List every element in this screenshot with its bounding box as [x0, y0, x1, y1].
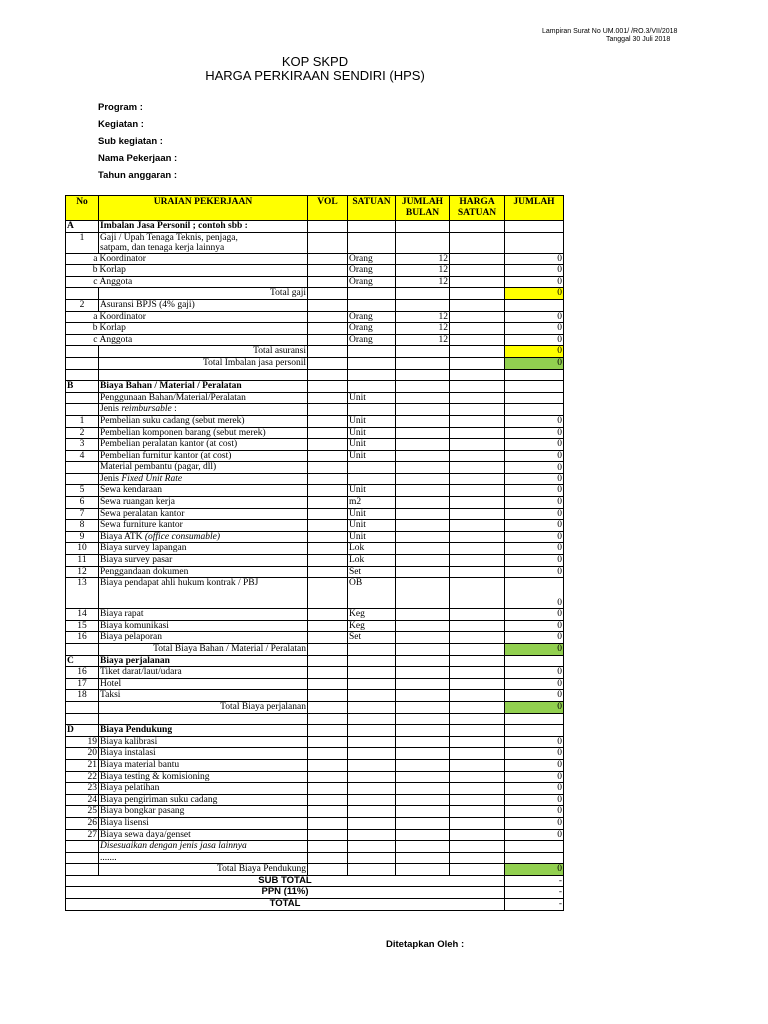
table-row	[66, 311, 564, 323]
row-no: 23	[66, 783, 99, 795]
row-jumlah: 0	[505, 736, 564, 748]
table-row	[66, 439, 564, 451]
row-jumlah: 0	[505, 578, 564, 609]
table-row	[66, 759, 564, 771]
program-label: Program :	[98, 102, 143, 113]
row-no: A	[66, 221, 99, 233]
row-satuan: Unit	[348, 427, 396, 439]
total-value: -	[505, 899, 564, 911]
row-no: D	[66, 725, 99, 737]
row-label: Koordinator	[99, 253, 308, 265]
row-jumlah: 0	[505, 415, 564, 427]
row-bulan: 12	[396, 253, 450, 265]
row-satuan: Unit	[348, 508, 396, 520]
row-label-line: Gaji / Upah Tenaga Teknis, penjaga,	[100, 232, 238, 243]
row-jumlah: 0	[505, 864, 564, 876]
table-row	[66, 690, 564, 702]
row-jumlah: 0	[505, 543, 564, 555]
total-c-row	[66, 701, 564, 713]
row-bulan: 12	[396, 265, 450, 277]
row-satuan: Set	[348, 632, 396, 644]
row-jumlah: 0	[505, 678, 564, 690]
row-jumlah: 0	[505, 644, 564, 656]
row-jumlah: 0	[505, 439, 564, 451]
table-row	[66, 555, 564, 567]
row-jumlah: 0	[505, 555, 564, 567]
row-bulan: 12	[396, 334, 450, 346]
row-jumlah: 0	[505, 508, 564, 520]
row-no: 5	[66, 485, 99, 497]
row-jumlah: 0	[505, 311, 564, 323]
table-row	[66, 232, 564, 253]
row-no: 1	[66, 415, 99, 427]
row-no: C	[66, 655, 99, 667]
row-jumlah: 0	[505, 620, 564, 632]
table-row	[66, 508, 564, 520]
row-label: Penggunaan Bahan/Material/Peralatan	[99, 392, 308, 404]
table-row	[66, 852, 564, 864]
table-row	[66, 748, 564, 760]
row-jumlah: 0	[505, 473, 564, 485]
row-label: Anggota	[99, 276, 308, 288]
kegiatan-label: Kegiatan :	[98, 119, 144, 130]
tahun-anggaran-label: Tahun anggaran :	[98, 170, 177, 181]
row-label: Biaya material bantu	[99, 759, 308, 771]
subtotal-row	[66, 875, 564, 887]
row-jumlah: 0	[505, 497, 564, 509]
row-jumlah: 0	[505, 288, 564, 300]
spacer-row	[66, 369, 564, 381]
row-label: Biaya lisensi	[99, 817, 308, 829]
row-satuan: Unit	[348, 531, 396, 543]
row-label: Biaya instalasi	[99, 748, 308, 760]
row-satuan: Orang	[348, 265, 396, 277]
col-vol: VOL	[308, 196, 348, 221]
row-satuan: Lok	[348, 543, 396, 555]
row-label: Asuransi BPJS (4% gaji)	[99, 299, 308, 311]
row-no: 9	[66, 531, 99, 543]
row-label: Sewa furniture kantor	[99, 520, 308, 532]
table-row	[66, 334, 564, 346]
section-b-row	[66, 381, 564, 393]
table-row	[66, 404, 564, 416]
row-jumlah: 0	[505, 783, 564, 795]
row-label: Material pembantu (pagar, dll)	[99, 462, 308, 474]
row-label: Taksi	[99, 690, 308, 702]
table-row	[66, 485, 564, 497]
row-label: Tiket darat/laut/udara	[99, 667, 308, 679]
col-harga-satuan: HARGA SATUAN	[450, 196, 505, 221]
row-label: .......	[99, 852, 308, 864]
row-label-prefix: Jenis	[100, 473, 122, 484]
row-label: Biaya Pendukung	[99, 725, 308, 737]
table-row	[66, 667, 564, 679]
row-label-italic: reimbursable	[121, 404, 172, 415]
row-label: Biaya perjalanan	[99, 655, 308, 667]
row-label: Pembelian peralatan kantor (at cost)	[99, 439, 308, 451]
table-row	[66, 531, 564, 543]
row-label: Biaya pendapat ahli hukum kontrak / PBJ	[99, 578, 308, 609]
table-row	[66, 253, 564, 265]
row-no: 16	[66, 632, 99, 644]
row-jumlah: 0	[505, 794, 564, 806]
row-label: Sewa ruangan kerja	[99, 497, 308, 509]
row-no: 11	[66, 555, 99, 567]
row-jumlah: 0	[505, 632, 564, 644]
subtotal-value: -	[505, 875, 564, 887]
section-c-row	[66, 655, 564, 667]
row-satuan: Unit	[348, 485, 396, 497]
row-jumlah: 0	[505, 806, 564, 818]
col-satuan: SATUAN	[348, 196, 396, 221]
row-label: Pembelian furnitur kantor (at cost)	[99, 450, 308, 462]
total-label: TOTAL	[66, 899, 505, 911]
row-label: Imbalan Jasa Personil ; contoh sbb :	[99, 221, 308, 233]
row-no: a	[66, 311, 99, 323]
row-no: 13	[66, 578, 99, 609]
row-no: 4	[66, 450, 99, 462]
section-a-row	[66, 221, 564, 233]
row-label: Sewa kendaraan	[99, 485, 308, 497]
row-label	[99, 232, 308, 253]
row-label: Biaya komunikasi	[99, 620, 308, 632]
table-row	[66, 427, 564, 439]
ppn-value: -	[505, 887, 564, 899]
row-satuan: Unit	[348, 439, 396, 451]
col-jumlah-bulan: JUMLAH BULAN	[396, 196, 450, 221]
table-row	[66, 806, 564, 818]
table-row	[66, 841, 564, 853]
row-label: Penggandaan dokumen	[99, 566, 308, 578]
row-label: Disesuaikan dengan jenis jasa lainnya	[99, 841, 308, 853]
col-jumlah: JUMLAH	[505, 196, 564, 221]
table-row	[66, 497, 564, 509]
row-no: 3	[66, 439, 99, 451]
row-no: b	[66, 265, 99, 277]
lampiran-ref: Lampiran Surat No UM.001/ /RO.3/VII/2018	[542, 28, 678, 35]
ppn-row	[66, 887, 564, 899]
row-no: 27	[66, 829, 99, 841]
row-label	[99, 473, 308, 485]
table-row	[66, 392, 564, 404]
row-label: Biaya kalibrasi	[99, 736, 308, 748]
row-satuan: Keg	[348, 620, 396, 632]
table-row	[66, 829, 564, 841]
col-uraian: URAIAN PEKERJAAN	[99, 196, 308, 221]
row-jumlah: 0	[505, 462, 564, 474]
row-label: Korlap	[99, 265, 308, 277]
row-jumlah: 0	[505, 265, 564, 277]
row-label: Total gaji	[99, 288, 308, 300]
row-satuan: Orang	[348, 276, 396, 288]
table-row	[66, 543, 564, 555]
row-no: b	[66, 323, 99, 335]
table-row	[66, 415, 564, 427]
row-no: 8	[66, 520, 99, 532]
table-row	[66, 462, 564, 474]
row-satuan: m2	[348, 497, 396, 509]
table-row	[66, 566, 564, 578]
row-jumlah: 0	[505, 829, 564, 841]
row-no: c	[66, 334, 99, 346]
row-label: Sewa peralatan kantor	[99, 508, 308, 520]
row-label: Pembelian suku cadang (sebut merek)	[99, 415, 308, 427]
row-label-italic: (office consumable)	[144, 531, 221, 542]
row-satuan: Orang	[348, 334, 396, 346]
row-no: 20	[66, 748, 99, 760]
sub-kegiatan-label: Sub kegiatan :	[98, 136, 163, 147]
row-satuan: OB	[348, 578, 396, 609]
table-header-row	[66, 196, 564, 221]
col-no: No	[66, 196, 99, 221]
total-row	[66, 899, 564, 911]
row-label: Korlap	[99, 323, 308, 335]
row-bulan: 12	[396, 323, 450, 335]
row-no: 1	[66, 232, 99, 253]
row-label: Biaya survey pasar	[99, 555, 308, 567]
row-label: Biaya bongkar pasang	[99, 806, 308, 818]
row-jumlah: 0	[505, 357, 564, 369]
table-row	[66, 783, 564, 795]
row-jumlah: 0	[505, 609, 564, 621]
subtotal-label: SUB TOTAL	[66, 875, 505, 887]
row-label: Biaya Bahan / Material / Peralatan	[99, 381, 308, 393]
table-row	[66, 265, 564, 277]
row-no: 14	[66, 609, 99, 621]
row-label-line: satpam, dan tenaga kerja lainnya	[100, 242, 225, 253]
row-label: Biaya sewa daya/genset	[99, 829, 308, 841]
table-row	[66, 520, 564, 532]
row-no: a	[66, 253, 99, 265]
row-satuan: Orang	[348, 311, 396, 323]
row-satuan: Unit	[348, 392, 396, 404]
table-row	[66, 323, 564, 335]
row-label-text: Biaya ATK	[100, 531, 145, 542]
table-row	[66, 771, 564, 783]
row-no: 15	[66, 620, 99, 632]
row-no: 2	[66, 427, 99, 439]
row-label-italic: Fixed Unit Rate	[121, 473, 183, 484]
table-row	[66, 299, 564, 311]
hps-table	[65, 195, 564, 911]
row-label: Koordinator	[99, 311, 308, 323]
row-no: 10	[66, 543, 99, 555]
row-label: Biaya testing & komisioning	[99, 771, 308, 783]
row-no: 6	[66, 497, 99, 509]
kop-title: KOP SKPD	[281, 54, 349, 69]
row-label: Total Biaya Pendukung	[99, 864, 308, 876]
row-jumlah: 0	[505, 701, 564, 713]
total-imbalan-row	[66, 357, 564, 369]
row-label: Total asuransi	[99, 346, 308, 358]
row-jumlah: 0	[505, 690, 564, 702]
spacer-row	[66, 713, 564, 725]
row-satuan: Keg	[348, 609, 396, 621]
row-no: 25	[66, 806, 99, 818]
row-label-prefix: Jenis	[100, 404, 122, 415]
total-d-row	[66, 864, 564, 876]
row-label-suffix: :	[171, 404, 177, 415]
row-label	[99, 404, 308, 416]
row-jumlah: 0	[505, 566, 564, 578]
page-title: HARGA PERKIRAAN SENDIRI (HPS)	[205, 68, 425, 83]
row-jumlah: 0	[505, 771, 564, 783]
row-no: 2	[66, 299, 99, 311]
total-asuransi-row	[66, 346, 564, 358]
table-row	[66, 450, 564, 462]
row-jumlah: 0	[505, 817, 564, 829]
row-jumlah: 0	[505, 427, 564, 439]
row-no: c	[66, 276, 99, 288]
row-no: 17	[66, 678, 99, 690]
table-row	[66, 473, 564, 485]
table-row	[66, 794, 564, 806]
row-jumlah: 0	[505, 334, 564, 346]
row-satuan: Orang	[348, 253, 396, 265]
table-row	[66, 817, 564, 829]
row-no: B	[66, 381, 99, 393]
row-label: Total Biaya Bahan / Material / Peralatan	[99, 644, 308, 656]
table-row	[66, 578, 564, 609]
row-label	[99, 531, 308, 543]
table-row	[66, 276, 564, 288]
section-d-row	[66, 725, 564, 737]
row-label: Anggota	[99, 334, 308, 346]
row-satuan: Unit	[348, 450, 396, 462]
row-jumlah: 0	[505, 485, 564, 497]
ppn-label: PPN (11%)	[66, 887, 505, 899]
ditetapkan-label: Ditetapkan Oleh :	[386, 939, 465, 950]
table-row	[66, 609, 564, 621]
row-jumlah: 0	[505, 323, 564, 335]
row-no: 7	[66, 508, 99, 520]
row-label: Biaya pelatihan	[99, 783, 308, 795]
row-label: Biaya pengiriman suku cadang	[99, 794, 308, 806]
row-jumlah: 0	[505, 346, 564, 358]
row-label: Pembelian komponen barang (sebut merek)	[99, 427, 308, 439]
table-row	[66, 632, 564, 644]
row-jumlah: 0	[505, 748, 564, 760]
row-jumlah: 0	[505, 759, 564, 771]
row-no: 12	[66, 566, 99, 578]
table-row	[66, 736, 564, 748]
row-satuan: Orang	[348, 323, 396, 335]
row-satuan: Unit	[348, 415, 396, 427]
table-row	[66, 620, 564, 632]
row-label: Biaya survey lapangan	[99, 543, 308, 555]
total-gaji-row	[66, 288, 564, 300]
row-label: Total Biaya perjalanan	[99, 701, 308, 713]
tanggal-ref: Tanggal 30 Juli 2018	[606, 36, 671, 43]
row-bulan: 12	[396, 276, 450, 288]
row-label: Biaya rapat	[99, 609, 308, 621]
row-no: 22	[66, 771, 99, 783]
row-no: 19	[66, 736, 99, 748]
row-label: Total Imbalan jasa personil	[99, 357, 308, 369]
row-no: 21	[66, 759, 99, 771]
nama-pekerjaan-label: Nama Pekerjaan :	[98, 153, 178, 164]
table-row	[66, 678, 564, 690]
row-satuan: Lok	[348, 555, 396, 567]
row-no: 18	[66, 690, 99, 702]
row-satuan: Unit	[348, 520, 396, 532]
total-b-row	[66, 644, 564, 656]
row-jumlah: 0	[505, 450, 564, 462]
row-jumlah: 0	[505, 667, 564, 679]
row-no: 24	[66, 794, 99, 806]
row-label: Biaya pelaporan	[99, 632, 308, 644]
row-satuan: Set	[348, 566, 396, 578]
row-bulan: 12	[396, 311, 450, 323]
row-label: Hotel	[99, 678, 308, 690]
row-jumlah: 0	[505, 276, 564, 288]
row-jumlah: 0	[505, 520, 564, 532]
row-no: 26	[66, 817, 99, 829]
row-no: 16	[66, 667, 99, 679]
row-jumlah: 0	[505, 253, 564, 265]
row-jumlah: 0	[505, 531, 564, 543]
